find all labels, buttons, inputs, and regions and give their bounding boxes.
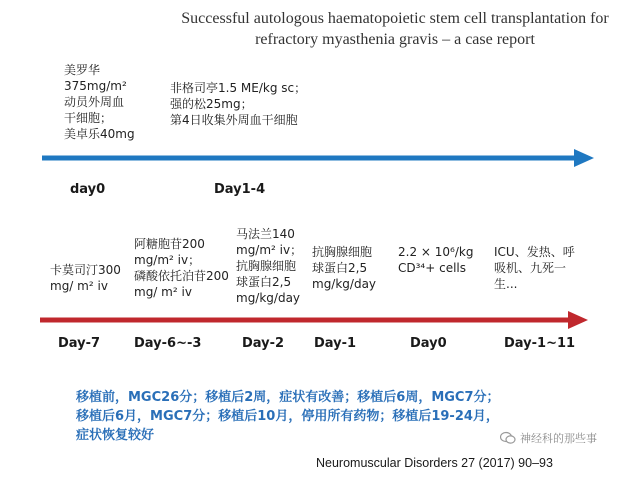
summary-line: 症状恢复较好: [76, 428, 155, 443]
timeline1-arrowhead: [574, 149, 594, 167]
note-line: 375mg/m²: [64, 79, 127, 93]
title-line-2: refractory myasthenia gravis – a case report: [255, 31, 535, 48]
summary-line: 移植后6月，MGC7分；移植后10月，停用所有药物；移植后19-24月，: [76, 409, 499, 424]
timeline2-label-day-1: Day-1: [314, 336, 357, 351]
timeline2-event-1-note: [134, 236, 229, 300]
note-line: 卡莫司汀300: [50, 263, 121, 277]
timeline1-label-day1-4: Day1-4: [214, 182, 266, 197]
note-line: mg/ m² iv: [50, 279, 108, 293]
timeline2-label-day-2: Day-2: [242, 336, 285, 351]
source-citation: Neuromuscular Disorders 27 (2017) 90–93: [316, 456, 553, 470]
timeline2-label-day-7: Day-7: [58, 336, 101, 351]
note-line: 磷酸依托泊苷200: [134, 269, 229, 283]
note-line: CD³⁴+ cells: [398, 261, 467, 275]
note-line: 抗胸腺细胞: [312, 245, 373, 259]
timeline2-arrow: [40, 311, 588, 329]
summary-line: 移植前，MGC26分；移植后2周，症状有改善；移植后6周，MGC7分；: [76, 390, 500, 405]
note-line: 抗胸腺细胞: [236, 259, 297, 273]
timeline2-arrowhead: [568, 311, 588, 329]
wechat-icon: [500, 431, 516, 445]
timeline1-label-day0: day0: [70, 182, 106, 197]
note-line: 球蛋白2,5: [236, 275, 292, 289]
note-line: mg/m² iv；: [236, 243, 303, 257]
note-line: 生...: [494, 277, 518, 291]
note-line: 马法兰140: [236, 227, 295, 241]
note-line: 干细胞；: [64, 111, 113, 125]
timeline1-arrow: [42, 149, 594, 167]
timeline2-event-3-note: [312, 244, 376, 292]
note-line: mg/kg/day: [236, 291, 301, 305]
note-line: 吸机、九死一: [494, 261, 567, 275]
note-line: mg/kg/day: [312, 277, 377, 291]
note-line: 美卓乐40mg: [64, 127, 135, 141]
note-line: ICU、发热、呼: [494, 245, 575, 259]
note-line: 非格司亭1.5 ME/kg sc；: [170, 81, 307, 95]
watermark-text: 神经科的那些事: [520, 432, 597, 445]
timeline2-event-4-note: [398, 244, 473, 276]
note-line: 强的松25mg；: [170, 97, 253, 111]
note-line: 动员外周血: [64, 95, 125, 109]
timeline2-label-day-1-11: Day-1~11: [504, 336, 576, 351]
note-line: mg/ m² iv: [134, 285, 192, 299]
timeline2-event-5-note: [494, 244, 575, 292]
note-line: 阿糖胞苷200: [134, 237, 205, 251]
timeline2-event-0-note: [50, 262, 121, 294]
timeline2-label-day-6-3: Day-6~-3: [134, 336, 202, 351]
note-line: 第4日收集外周血干细胞: [170, 113, 298, 127]
note-line: mg/m² iv；: [134, 253, 201, 267]
note-line: 美罗华: [64, 63, 101, 77]
timeline2-event-2-note: [236, 226, 302, 306]
watermark: [500, 430, 597, 446]
title-line-1: Successful autologous haematopoietic stem cell transplantation for: [181, 10, 609, 27]
note-line: 球蛋白2,5: [312, 261, 368, 275]
note-line: 2.2 × 10⁶/kg: [398, 245, 474, 259]
timeline2-label-day0: Day0: [410, 336, 447, 351]
